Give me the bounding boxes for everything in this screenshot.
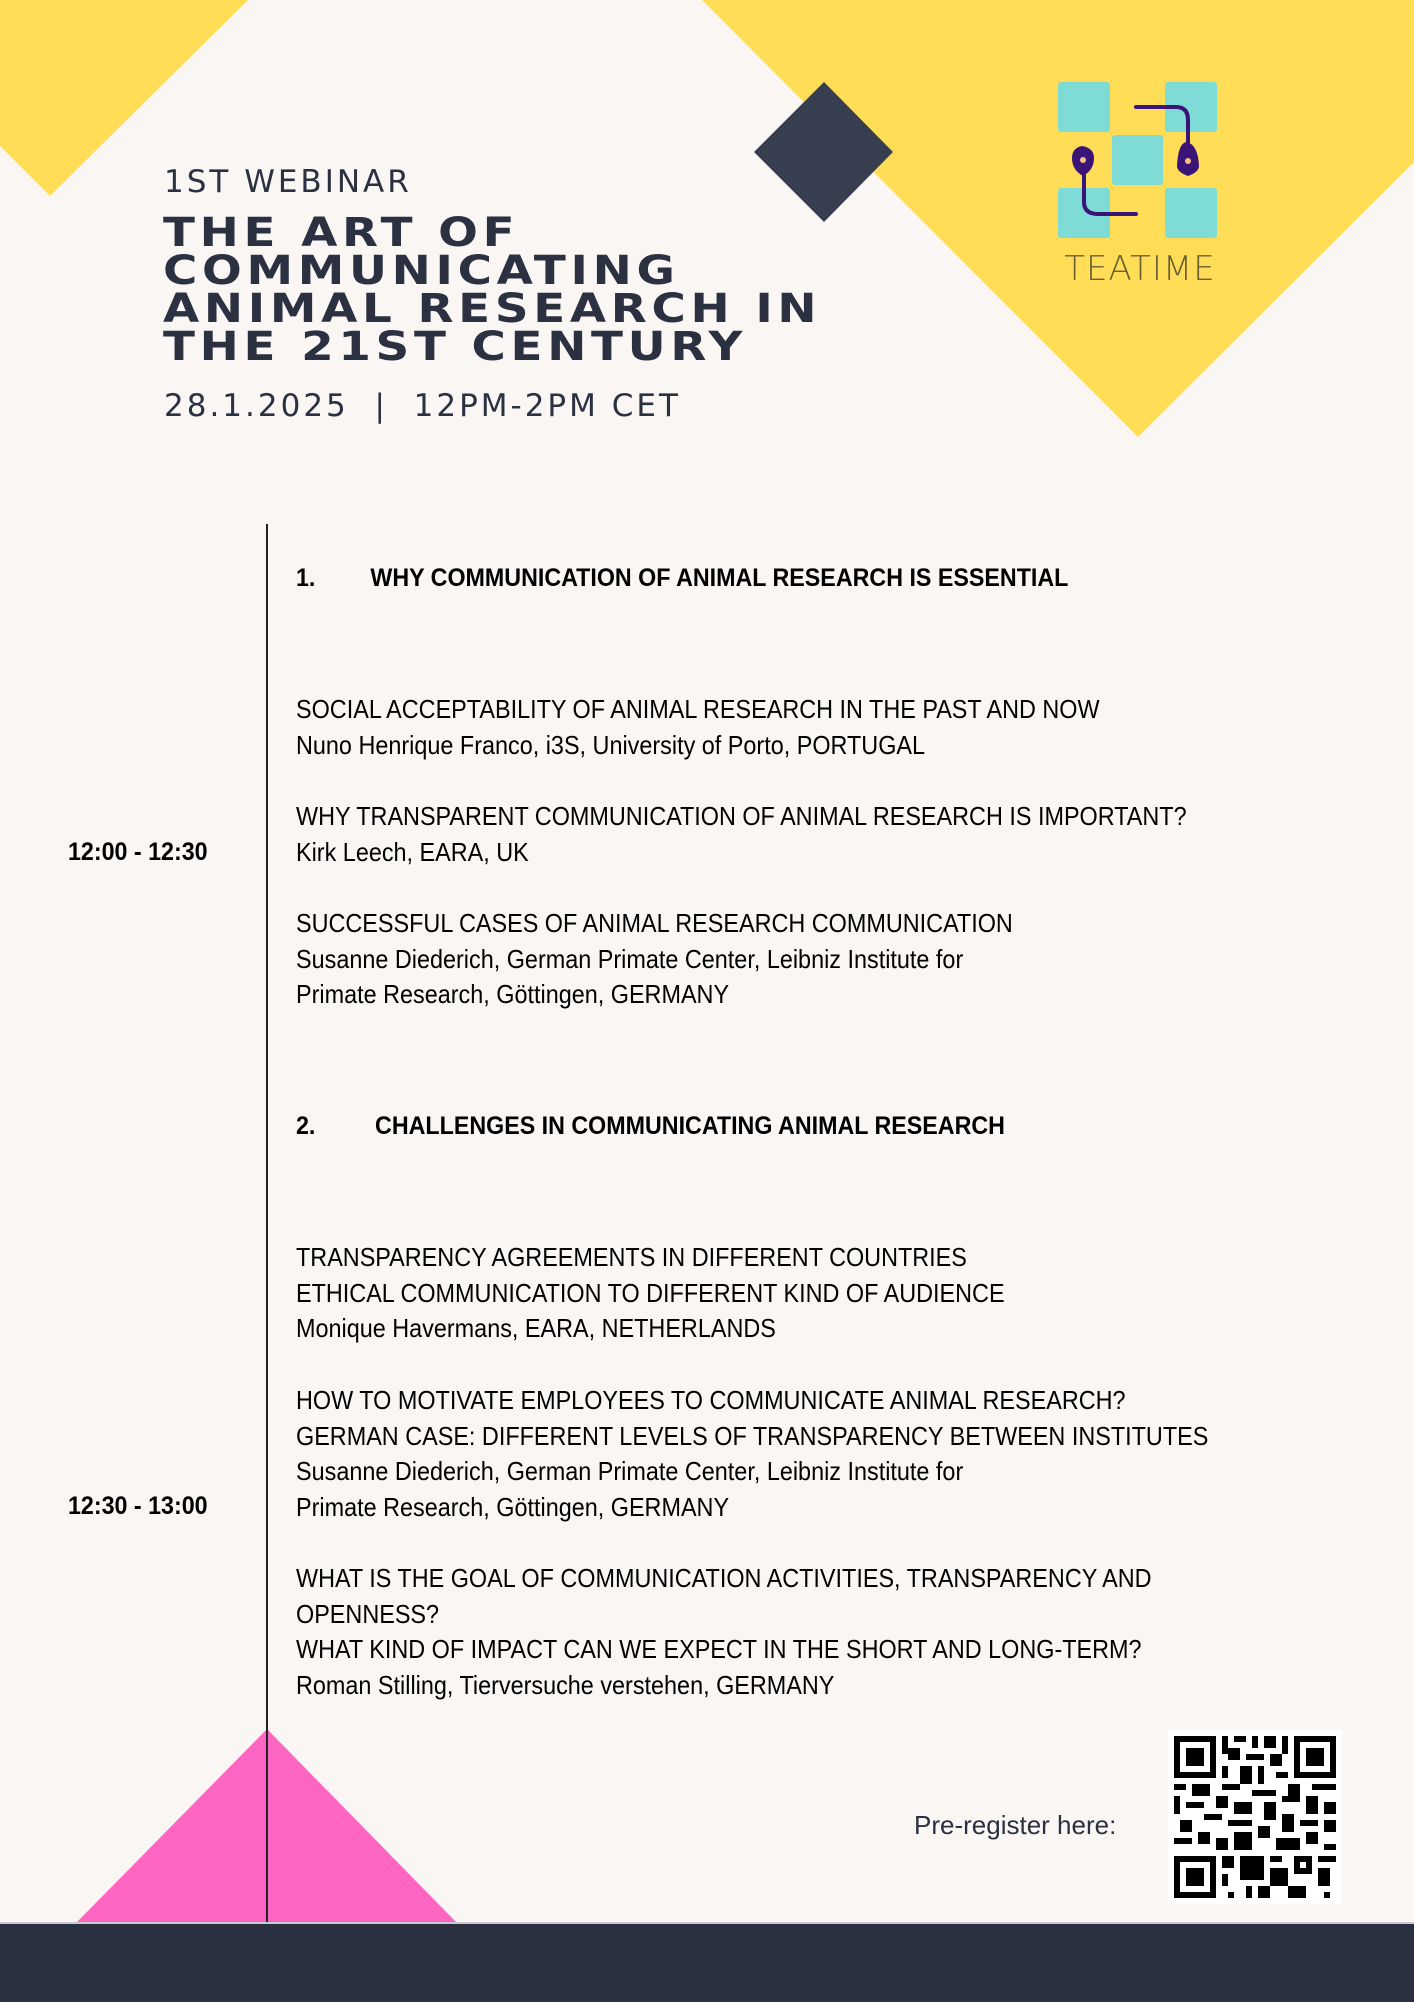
talk-title: GERMAN CASE: DIFFERENT LEVELS OF TRANSPARENCY BETWEEN INSTITUTES — [296, 1420, 1209, 1451]
agenda-item — [296, 692, 1100, 763]
talk-title: WHY TRANSPARENT COMMUNICATION OF ANIMAL RESEARCH IS IMPORTANT? — [296, 801, 1187, 831]
session-heading — [296, 1112, 1005, 1141]
title-line: COMMUNICATING — [163, 248, 680, 294]
session-time: 12:00 - 12:30 — [68, 838, 208, 866]
talk-title: WHAT KIND OF IMPACT CAN WE EXPECT IN THE SHORT AND LONG-TERM? — [296, 1634, 1142, 1664]
title-line: THE ART OF — [163, 210, 520, 256]
preregister-label: Pre-register here: — [914, 1810, 1117, 1840]
speaker: Susanne Diederich, German Primate Center, Leibniz Institute for — [296, 943, 964, 974]
speaker: Roman Stilling, Tierversuche verstehen, GERMANY — [296, 1669, 835, 1700]
timeline-divider — [266, 524, 268, 1922]
speaker: Monique Havermans, EARA, NETHERLANDS — [296, 1313, 776, 1343]
session-number: 1. — [296, 564, 316, 592]
session-title: CHALLENGES IN COMMUNICATING ANIMAL RESEARCH — [375, 1112, 1005, 1140]
agenda-item — [296, 1561, 1152, 1703]
talk-title: SOCIAL ACCEPTABILITY OF ANIMAL RESEARCH IN THE PAST AND NOW — [296, 694, 1100, 724]
qr-code-icon[interactable] — [1168, 1730, 1342, 1904]
title-line: THE 21ST CENTURY — [163, 324, 748, 370]
agenda-item — [296, 1383, 1208, 1525]
talk-title: OPENNESS? — [296, 1598, 440, 1629]
session-time: 12:30 - 13:00 — [68, 1492, 208, 1520]
speaker: Susanne Diederich, German Primate Center, Leibniz Institute for — [296, 1456, 964, 1486]
talk-title: WHAT IS THE GOAL OF COMMUNICATION ACTIVITIES, TRANSPARENCY AND — [296, 1563, 1152, 1593]
agenda-item — [296, 799, 1187, 870]
talk-title: TRANSPARENCY AGREEMENTS IN DIFFERENT COUNTRIES — [296, 1242, 967, 1272]
speaker-continued: Primate Research, Göttingen, GERMANY — [296, 1491, 730, 1522]
speaker: Kirk Leech, EARA, UK — [296, 836, 529, 867]
event-dateline: 28.1.2025 | 12PM-2PM CET — [164, 388, 681, 424]
agenda-item — [296, 906, 1013, 1013]
speaker-continued: Primate Research, Göttingen, GERMANY — [296, 979, 730, 1009]
speaker: Nuno Henrique Franco, i3S, University of Porto, PORTUGAL — [296, 729, 926, 760]
session-number: 2. — [296, 1112, 316, 1140]
agenda-item — [296, 1240, 1005, 1347]
title-line: ANIMAL RESEARCH IN — [163, 286, 822, 332]
talk-title: ETHICAL COMMUNICATION TO DIFFERENT KIND OF AUDIENCE — [296, 1277, 1005, 1308]
session-title: WHY COMMUNICATION OF ANIMAL RESEARCH IS ESSENTIAL — [370, 564, 1069, 592]
session-heading — [296, 564, 1068, 593]
page-title — [163, 210, 822, 370]
talk-title: SUCCESSFUL CASES OF ANIMAL RESEARCH COMMUNICATION — [296, 908, 1013, 938]
talk-title: HOW TO MOTIVATE EMPLOYEES TO COMMUNICATE ANIMAL RESEARCH? — [296, 1385, 1126, 1415]
webinar-kicker: 1ST WEBINAR — [164, 164, 412, 200]
teatime-logo-text: TEATIME — [1064, 249, 1216, 289]
footer-band — [0, 1922, 1414, 2002]
